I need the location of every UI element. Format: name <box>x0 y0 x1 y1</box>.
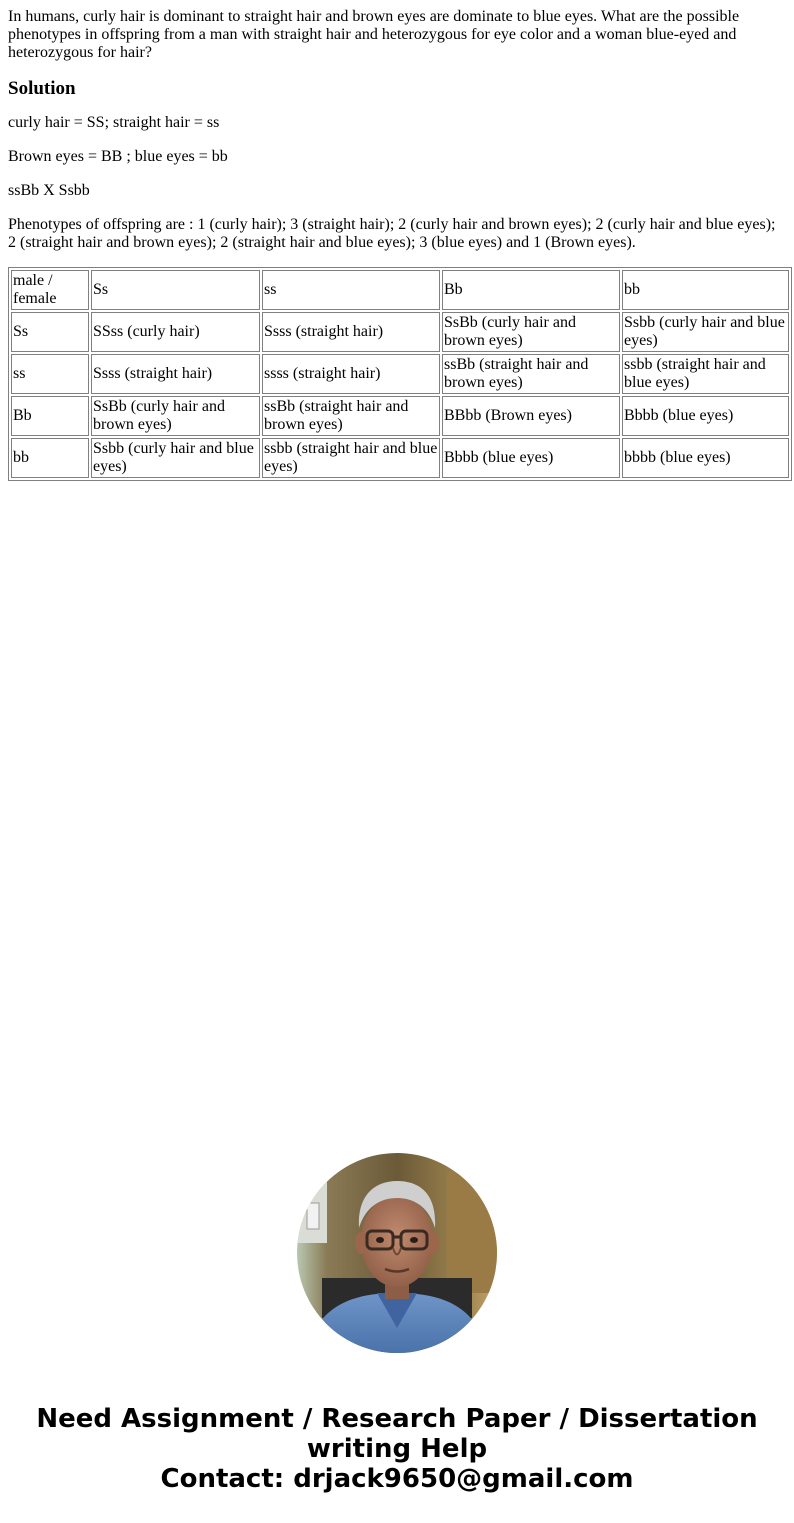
tutor-portrait-image <box>297 1153 497 1353</box>
solution-heading: Solution <box>8 78 76 99</box>
table-cell: ssbb (straight hair and blue eyes) <box>262 438 440 478</box>
table-row <box>11 396 789 436</box>
phenotypes-text: Phenotypes of offspring are : 1 (curly hair); 3 (straight hair); 2 (curly hair and brown eyes); 2 (curly hair and blue eyes); 2 (straight hair and brown eyes); 2 (straight hair and blue eyes); 3 (blue eyes) and 1 (Brown eyes). <box>8 216 776 251</box>
cross-text: ssBb X Ssbb <box>8 182 90 199</box>
table-row <box>11 312 789 352</box>
table-cell: Bb <box>11 396 89 436</box>
table-cell: SsBb (curly hair and brown eyes) <box>91 396 260 436</box>
table-cell: Ssbb (curly hair and blue eyes) <box>622 312 789 352</box>
punnett-table <box>8 267 792 481</box>
table-cell: Ss <box>11 312 89 352</box>
table-cell: Ssss (straight hair) <box>262 312 440 352</box>
table-cell: Bbbb (blue eyes) <box>622 396 789 436</box>
table-cell: Ssss (straight hair) <box>91 354 260 394</box>
question-text: In humans, curly hair is dominant to straight hair and brown eyes are dominate to blue eyes. What are the possible phenotypes in offspring from a man with straight hair and heterozygous for eye color and a woman blue-eyed and heterozygous for hair? <box>8 8 740 61</box>
promo-headline: Need Assignment / Research Paper / Dissertation writing Help <box>36 1404 758 1464</box>
table-cell: Bb <box>442 270 620 310</box>
table-cell: bb <box>11 438 89 478</box>
table-cell: Bbbb (blue eyes) <box>442 438 620 478</box>
promo-banner <box>0 1404 794 1494</box>
table-cell: Ss <box>91 270 260 310</box>
table-cell: bb <box>622 270 789 310</box>
table-row <box>11 438 789 478</box>
document-body <box>0 0 794 481</box>
table-cell: SSss (curly hair) <box>91 312 260 352</box>
table-row <box>11 354 789 394</box>
table-cell: SsBb (curly hair and brown eyes) <box>442 312 620 352</box>
table-cell: Ssbb (curly hair and blue eyes) <box>91 438 260 478</box>
table-cell: ssBb (straight hair and brown eyes) <box>442 354 620 394</box>
table-cell: male / female <box>11 270 89 310</box>
tutor-avatar <box>297 1153 497 1353</box>
eye-alleles-text: Brown eyes = BB ; blue eyes = bb <box>8 148 228 165</box>
table-cell: ss <box>262 270 440 310</box>
table-cell: ssss (straight hair) <box>262 354 440 394</box>
table-cell: ssbb (straight hair and blue eyes) <box>622 354 789 394</box>
table-cell: BBbb (Brown eyes) <box>442 396 620 436</box>
table-cell: ssBb (straight hair and brown eyes) <box>262 396 440 436</box>
promo-contact: Contact: drjack9650@gmail.com <box>160 1464 634 1494</box>
table-row <box>11 270 789 310</box>
table-cell: ss <box>11 354 89 394</box>
table-cell: bbbb (blue eyes) <box>622 438 789 478</box>
hair-alleles-text: curly hair = SS; straight hair = ss <box>8 114 220 131</box>
